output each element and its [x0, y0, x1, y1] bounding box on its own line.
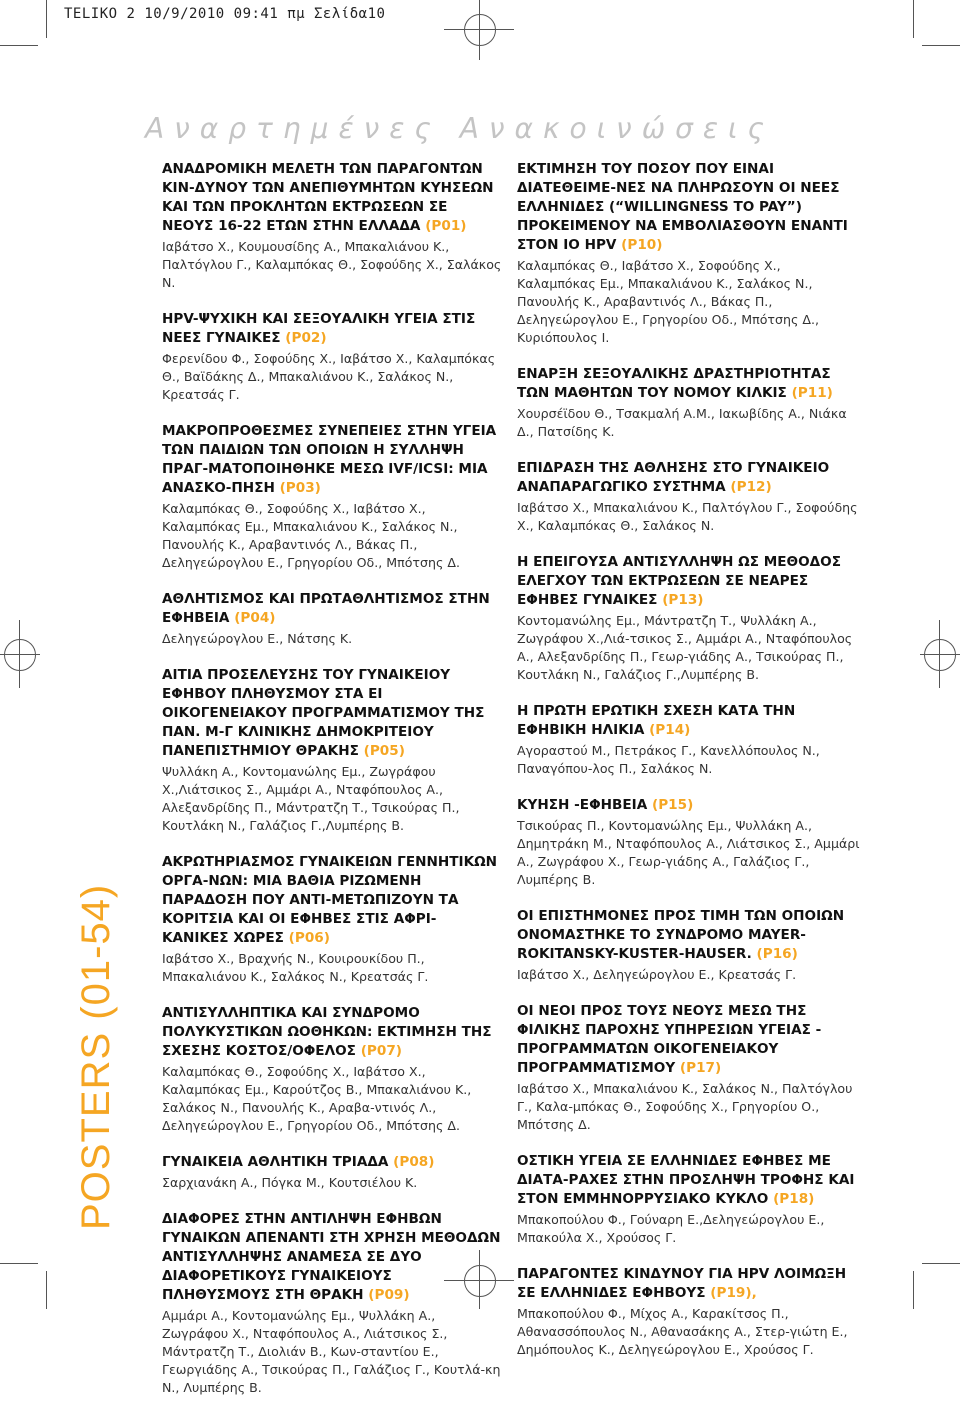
poster-entry	[517, 1265, 862, 1359]
crop-mark	[0, 1263, 38, 1264]
poster-entry	[517, 907, 862, 984]
registration-mark-top	[464, 14, 496, 46]
poster-entry	[162, 590, 502, 648]
poster-code: (P17)	[679, 1060, 722, 1076]
registration-mark-right	[924, 639, 956, 671]
crop-mark	[913, 0, 914, 38]
poster-entry	[162, 1004, 502, 1135]
poster-code: (P15)	[651, 797, 694, 813]
poster-authors: Τσικούρας Π., Κοντομανώλης Εμ., Ψυλλάκη Α., Δημητράκη Μ., Νταφόπουλος Α., Λιάτσικος Σ., Αμμάρι Α., Ζωγράφου Χ., Γεωρ-γιάδης Α., Γαλάζιος Γ., Λυμπέρης Β.	[517, 818, 860, 887]
poster-code: (P08)	[393, 1154, 435, 1170]
poster-code: (P03)	[279, 480, 321, 496]
left-column	[162, 160, 502, 1415]
poster-title: ΟΙ ΝΕΟΙ ΠΡΟΣ ΤΟΥΣ ΝΕΟΥΣ ΜΕΣΩ ΤΗΣ ΦΙΛΙΚΗΣ ΠΑΡΟΧΗΣ ΥΠΗΡΕΣΙΩΝ ΥΓΕΙΑΣ - ΠΡΟΓΡΑΜΜΑΤΩΝ ΟΙΚΟΓΕΝΕΙΑΚΟΥ ΠΡΟΓΡΑΜΜΑΤΙΣΜΟΥ (P17)	[517, 1003, 822, 1076]
poster-title: HPV-ΨΥΧΙΚΗ ΚΑΙ ΣΕΞΟΥΑΛΙΚΗ ΥΓΕΙΑ ΣΤΙΣ ΝΕΕΣ ΓΥΝΑΙΚΕΣ (P02)	[162, 311, 476, 346]
poster-code: (P07)	[360, 1043, 402, 1059]
poster-title: ΜΑΚΡΟΠΡΟΘΕΣΜΕΣ ΣΥΝΕΠΕΙΕΣ ΣΤΗΝ ΥΓΕΙΑ ΤΩΝ ΠΑΙΔΙΩΝ ΤΩΝ ΟΠΟΙΩΝ Η ΣΥΛΛΗΨΗ ΠΡΑΓ-ΜΑΤΟΠΟΙΗΘΗΚΕ ΜΕΣΩ IVF/ICSI: ΜΙΑ ΑΝΑΣΚΟ-ΠΗΣΗ (P03)	[162, 423, 497, 496]
poster-title: ΑΙΤΙΑ ΠΡΟΣΕΛΕΥΣΗΣ ΤΟΥ ΓΥΝΑΙΚΕΙΟΥ ΕΦΗΒΟΥ ΠΛΗΘΥΣΜΟΥ ΣΤΑ ΕΙ ΟΙΚΟΓΕΝΕΙΑΚΟΥ ΠΡΟΓΡΑΜΜΑΤΙΣΜΟΥ ΤΗΣ ΠΑΝ. Μ-Γ ΚΛΙΝΙΚΗΣ ΔΗΜΟΚΡΙΤΕΙΟΥ ΠΑΝΕΠΙΣΤΗΜΙΟΥ ΘΡΑΚΗΣ (P05)	[162, 667, 485, 759]
poster-title: ΑΘΛΗΤΙΣΜΟΣ ΚΑΙ ΠΡΩΤΑΘΛΗΤΙΣΜΟΣ ΣΤΗΝ ΕΦΗΒΕΙΑ (P04)	[162, 591, 490, 626]
poster-code: (P18)	[773, 1191, 815, 1207]
crop-mark	[922, 1263, 960, 1264]
poster-entry	[162, 1153, 502, 1192]
crop-mark	[0, 45, 38, 46]
poster-title: ΟΣΤΙΚΗ ΥΓΕΙΑ ΣΕ ΕΛΛΗΝΙΔΕΣ ΕΦΗΒΕΣ ΜΕ ΔΙΑΤΑ-ΡΑΧΕΣ ΣΤΗΝ ΠΡΟΣΛΗΨΗ ΤΡΟΦΗΣ ΚΑΙ ΣΤΟΝ ΕΜΜΗΝΟΡΡΥΣΙΑΚΟ ΚΥΚΛΟ (P18)	[517, 1153, 855, 1207]
posters-side-heading: POSTERS (01-54)	[74, 883, 118, 1230]
poster-authors: Ιαβάτσο Χ., Κουμουσίδης Α., Μπακαλιάνου Κ., Παλτόγλου Γ., Καλαμπόκας Θ., Σοφούδης Χ., Σαλάκος Ν.	[162, 239, 502, 290]
crop-mark	[913, 1271, 914, 1309]
poster-title: ΟΙ ΕΠΙΣΤΗΜΟΝΕΣ ΠΡΟΣ ΤΙΜΗ ΤΩΝ ΟΠΟΙΩΝ ΟΝΟΜΑΣΤΗΚΕ ΤΟ ΣΥΝΔΡΟΜΟ MAYER-ROKITANSKY-KUSTER-HAUSER. (P16)	[517, 908, 845, 962]
poster-entry	[517, 1002, 862, 1134]
poster-authors: Ιαβάτσο Χ., Δεληγεώρογλου Ε., Κρεατσάς Γ.	[517, 967, 797, 982]
poster-title: ΔΙΑΦΟΡΕΣ ΣΤΗΝ ΑΝΤΙΛΗΨΗ ΕΦΗΒΩΝ ΓΥΝΑΙΚΩΝ ΑΠΕΝΑΝΤΙ ΣΤΗ ΧΡΗΣΗ ΜΕΘΟΔΩΝ ΑΝΤΙΣΥΛΛΗΨΗΣ ΑΝΑΜΕΣΑ ΣΕ ΔΥΟ ΔΙΑΦΟΡΕΤΙΚΟΥΣ ΓΥΝΑΙΚΕΙΟΥΣ ΠΛΗΘΥΣΜΟΥΣ ΣΤΗ ΘΡΑΚΗ (P09)	[162, 1211, 501, 1303]
poster-title: ΑΝΑΔΡΟΜΙΚΗ ΜΕΛΕΤΗ ΤΩΝ ΠΑΡΑΓΟΝΤΩΝ ΚΙΝ-ΔΥΝΟΥ ΤΩΝ ΑΝΕΠΙΘΥΜΗΤΩΝ ΚΥΗΣΕΩΝ ΚΑΙ ΤΩΝ ΠΡΟΚΛΗΤΩΝ ΕΚΤΡΩΣΕΩΝ ΣΕ ΝΕΟΥΣ 16-22 ΕΤΩΝ ΣΤΗΝ ΕΛΛΑΔΑ (P01)	[162, 161, 494, 234]
poster-code: (P01)	[425, 218, 467, 234]
right-column	[517, 160, 862, 1377]
poster-title: ΑΚΡΩΤΗΡΙΑΣΜΟΣ ΓΥΝΑΙΚΕΙΩΝ ΓΕΝΝΗΤΙΚΩΝ ΟΡΓΑ-ΝΩΝ: ΜΙΑ ΒΑΘΙΑ ΡΙΖΩΜΕΝΗ ΠΑΡΑΔΟΣΗ ΠΟΥ ΑΝΤΙ-ΜΕΤΩΠΙΖΟΥΝ ΤΑ ΚΟΡΙΤΣΙΑ ΚΑΙ ΟΙ ΕΦΗΒΕΣ ΣΤΙΣ ΑΦΡΙ-ΚΑΝΙΚΕΣ ΧΩΡΕΣ (P06)	[162, 854, 498, 946]
poster-authors: Ιαβάτσο Χ., Μπακαλιάνου Κ., Παλτόγλου Γ., Σοφούδης Χ., Καλαμπόκας Θ., Σαλάκος Ν.	[517, 500, 858, 533]
poster-authors: Φερενίδου Φ., Σοφούδης Χ., Ιαβάτσο Χ., Καλαμπόκας Θ., Βαϊδάκης Δ., Μπακαλιάνου Κ., Σαλάκος Ν., Κρεατσάς Γ.	[162, 351, 496, 402]
poster-code: (P14)	[649, 722, 691, 738]
poster-authors: Μπακοπούλου Φ., Μίχος Α., Καρακίτσος Π., Αθανασσόπουλος Ν., Αθανασάκης Α., Στερ-γιώτη Ε., Δημόπουλος Κ., Δεληγεώρογλου Ε., Χρούσος Γ.	[517, 1306, 848, 1357]
poster-entry	[517, 1152, 862, 1247]
poster-entry	[162, 310, 502, 404]
registration-mark-left	[4, 639, 36, 671]
poster-authors: Κοντομανώλης Εμ., Μάντρατζη Τ., Ψυλλάκη Α., Ζωγράφου Χ.,Λιά-τσικος Σ., Αμμάρι Α., Νταφόπουλος Α., Αλεξανδρίδης Π., Γεωρ-γιάδης Α., Τσικούρας Π., Κουτλάκη Ν., Γαλάζιος Γ.,Λυμπέρης Β.	[517, 613, 853, 682]
poster-authors: Μπακοπούλου Φ., Γούναρη Ε.,Δεληγεώρογλου Ε., Μπακούλα Χ., Χρούσος Γ.	[517, 1212, 825, 1245]
poster-code: (P05)	[363, 743, 405, 759]
print-slug: TELIKO 2 10/9/2010 09:41 πμ Σελίδα10	[64, 6, 386, 22]
poster-code: (P02)	[285, 330, 327, 346]
poster-code: (P11)	[791, 385, 833, 401]
poster-authors: Ιαβάτσο Χ., Μπακαλιάνου Κ., Σαλάκος Ν., Παλτόγλου Γ., Καλα-μπόκας Θ., Σοφούδης Χ., Γρηγορίου Ο., Μπότσης Δ.	[517, 1081, 853, 1132]
poster-entry	[517, 796, 862, 889]
registration-crosshair	[920, 654, 960, 655]
poster-title: Η ΕΠΕΙΓΟΥΣΑ ΑΝΤΙΣΥΛΛΗΨΗ ΩΣ ΜΕΘΟΔΟΣ ΕΛΕΓΧΟΥ ΤΩΝ ΕΚΤΡΩΣΕΩΝ ΣΕ ΝΕΑΡΕΣ ΕΦΗΒΕΣ ΓΥΝΑΙΚΕΣ (P13)	[517, 554, 842, 608]
poster-title: ΓΥΝΑΙΚΕΙΑ ΑΘΛΗΤΙΚΗ ΤΡΙΑΔΑ (P08)	[162, 1154, 435, 1170]
crop-mark	[46, 1271, 47, 1309]
poster-code: (P16)	[756, 946, 798, 962]
poster-code: (P13)	[662, 592, 704, 608]
poster-entry	[517, 553, 862, 684]
poster-authors: Ιαβάτσο Χ., Βραχνής Ν., Κουιρουκίδου Π., Μπακαλιάνου Κ., Σαλάκος Ν., Κρεατσάς Γ.	[162, 951, 429, 984]
poster-authors: Αγοραστού Μ., Πετράκος Γ., Κανελλόπουλος Ν., Παναγόπου-λος Π., Σαλάκος Ν.	[517, 743, 820, 776]
poster-code: (P19),	[710, 1285, 757, 1301]
registration-crosshair	[444, 29, 514, 30]
poster-title: Η ΠΡΩΤΗ ΕΡΩΤΙΚΗ ΣΧΕΣΗ ΚΑΤΑ ΤΗΝ ΕΦΗΒΙΚΗ ΗΛΙΚΙΑ (P14)	[517, 703, 796, 738]
crop-mark	[46, 0, 47, 38]
poster-entry	[517, 459, 862, 535]
poster-entry	[517, 365, 862, 441]
poster-code: (P12)	[730, 479, 772, 495]
poster-code: (P06)	[288, 930, 330, 946]
poster-authors: Καλαμπόκας Θ., Σοφούδης Χ., Ιαβάτσο Χ., Καλαμπόκας Εμ., Καρούτζος Β., Μπακαλιάνου Κ., Σαλάκος Ν., Πανουλής Κ., Αραβα-ντινός Λ., Δεληγεώρογλου Ε., Γρηγορίου Οδ., Μπότσης Δ.	[162, 1064, 472, 1133]
registration-crosshair	[0, 654, 40, 655]
poster-code: (P10)	[621, 237, 663, 253]
poster-code: (P04)	[234, 610, 276, 626]
registration-crosshair	[479, 0, 480, 60]
poster-entry	[517, 160, 862, 347]
poster-title: ΕΝΑΡΞΗ ΣΕΞΟΥΑΛΙΚΗΣ ΔΡΑΣΤΗΡΙΟΤΗΤΑΣ ΤΩΝ ΜΑΘΗΤΩΝ ΤΟΥ ΝΟΜΟΥ ΚΙΛΚΙΣ (P11)	[517, 366, 833, 401]
poster-authors: Καλαμπόκας Θ., Σοφούδης Χ., Ιαβάτσο Χ., Καλαμπόκας Εμ., Μπακαλιάνου Κ., Σαλάκος Ν., Πανουλής Κ., Αραβαντινός Λ., Βάκας Π., Δεληγεώρογλου Ε., Γρηγορίου Οδ., Μπότσης Δ.	[162, 501, 460, 570]
poster-authors: Χουρσέϊδου Θ., Τσακμαλή Α.Μ., Ιακωβίδης Α., Νιάκα Δ., Πατσίδης Κ.	[517, 406, 847, 439]
poster-title: ΑΝΤΙΣΥΛΛΗΠΤΙΚΑ ΚΑΙ ΣΥΝΔΡΟΜΟ ΠΟΛΥΚΥΣΤΙΚΩΝ ΩΟΘΗΚΩΝ: ΕΚΤΙΜΗΣΗ ΤΗΣ ΣΧΕΣΗΣ ΚΟΣΤΟΣ/ΟΦΕΛΟΣ (P07)	[162, 1005, 492, 1059]
poster-title: ΕΠΙΔΡΑΣΗ ΤΗΣ ΑΘΛΗΣΗΣ ΣΤΟ ΓΥΝΑΙΚΕΙΟ ΑΝΑΠΑΡΑΓΩΓΙΚΟ ΣΥΣΤΗΜΑ (P12)	[517, 460, 830, 495]
poster-entry	[517, 702, 862, 778]
poster-entry	[162, 853, 502, 986]
section-banner: Αναρτημένες Ανακοινώσεις	[145, 112, 774, 145]
poster-authors: Δεληγεώρογλου Ε., Νάτσης Κ.	[162, 631, 353, 646]
crop-mark	[922, 45, 960, 46]
poster-title: ΚΥΗΣΗ -ΕΦΗΒΕΙΑ (P15)	[517, 797, 694, 813]
poster-title: ΠΑΡΑΓΟΝΤΕΣ ΚΙΝΔΥΝΟΥ ΓΙΑ HPV ΛΟΙΜΩΞΗ ΣΕ ΕΛΛΗΝΙΔΕΣ ΕΦΗΒΟΥΣ (P19),	[517, 1266, 847, 1301]
poster-authors: Καλαμπόκας Θ., Ιαβάτσο Χ., Σοφούδης Χ., Καλαμπόκας Εμ., Μπακαλιάνου Κ., Σαλάκος Ν., Πανουλής Κ., Αραβαντινός Λ., Βάκας Π., Δεληγεώρογλου Ε., Γρηγορίου Οδ., Μπότσης Δ., Κυριόπουλος Ι.	[517, 258, 819, 345]
poster-authors: Ψυλλάκη Α., Κοντομανώλης Εμ., Ζωγράφου Χ.,Λιάτσικος Σ., Αμμάρι Α., Νταφόπουλος Α., Αλεξανδρίδης Π., Μάντρατζη Τ., Τσικούρας Π., Κουτλάκη Ν., Γαλάζιος Γ.,Λυμπέρης Β.	[162, 764, 460, 833]
poster-entry	[162, 666, 502, 835]
poster-title: ΕΚΤΙΜΗΣΗ ΤΟΥ ΠΟΣΟΥ ΠΟΥ ΕΙΝΑΙ ΔΙΑΤΕΘΕΙΜΕ-ΝΕΣ ΝΑ ΠΛΗΡΩΣΟΥΝ ΟΙ ΝΕΕΣ ΕΛΛΗΝΙΔΕΣ (“WILLINGNESS TO PAY”) ΠΡΟΚΕΙΜΕΝΟΥ ΝΑ ΕΜΒΟΛΙΑΣΘΟΥΝ ΕΝΑΝΤΙ ΣΤΟΝ ΙΟ HPV (P10)	[517, 161, 848, 253]
poster-entry	[162, 160, 502, 292]
poster-code: (P09)	[368, 1287, 410, 1303]
poster-entry	[162, 1210, 502, 1397]
poster-authors: Σαρχιανάκη Α., Πόγκα Μ., Κουτσιέλου Κ.	[162, 1175, 418, 1190]
poster-authors: Αμμάρι Α., Κοντομανώλης Εμ., Ψυλλάκη Α., Ζωγράφου Χ., Νταφόπουλος Α., Λιάτσικος Σ., Μάντρατζη Τ., Διολιάν Β., Κων-σταντίου Ε., Γεωργιάδης Α., Τσικούρας Π., Γαλάζιος Γ., Κουτλά-κη Ν., Λυμπέρης Β.	[162, 1308, 501, 1395]
poster-entry	[162, 422, 502, 572]
